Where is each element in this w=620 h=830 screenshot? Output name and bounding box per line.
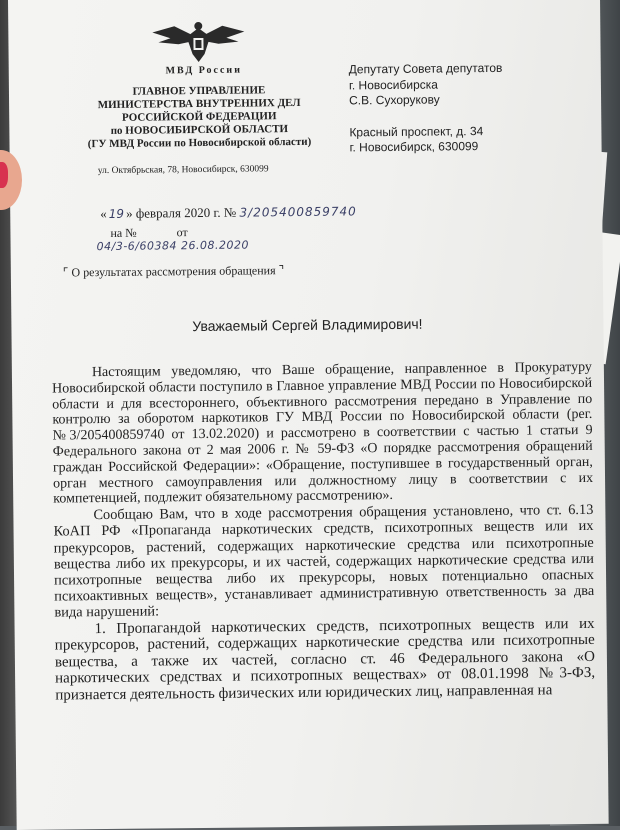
eagle-emblem-icon — [148, 19, 248, 64]
paragraph: Настоящим уведомляю, что Ваше обращение, направленное в Прокуратуру Новосибирской области поступило в Главное управление МВД России по Новосибирской области и для всестороннего, объективного рассмотрения передано в Управление по контролю за оборотом наркотиков ГУ МВД России по Новосибирской области (рег. №3/205400859740 от 13.02.2020) и рассмотрено в соответствии с частью 1 статьи 9 Федерального закона от 2 мая 2006 г. № 59-ФЗ «О порядке рассмотрения обращений граждан Российской Федерации»: «Обращение, поступившее в государственный орган, орган местного самоуправления или должностному лицу в соответствии с их компетенцией, подлежит обязательному рассмотрению». — [51, 359, 594, 507]
date-number-line — [100, 203, 357, 222]
recipient-block — [349, 61, 504, 156]
handwritten-reference: 04/3-6/60384 26.08.2020 — [96, 238, 250, 254]
subject-line: ⌜ О результатах рассмотрения обращения ⌝ — [62, 263, 285, 280]
recipient-line: г. Новосибирск, 630099 — [349, 139, 479, 155]
ref-ot-label: от — [176, 225, 188, 240]
header-line: МИНИСТЕРСТВА ВНУТРЕННИХ ДЕЛ — [97, 96, 301, 112]
recipient-line: Красный проспект, д. 34 — [349, 123, 484, 139]
reference-line — [96, 225, 250, 254]
greeting: Уважаемый Сергей Владимирович! — [192, 315, 423, 335]
handwritten-reg-number: 3/205400859740 — [239, 204, 357, 220]
letter-page — [8, 0, 609, 830]
ministry-short: МВД России — [165, 64, 242, 77]
quote-mark: « — [100, 205, 107, 222]
ref-na-label: на № — [110, 225, 137, 240]
header-line: (ГУ МВД России по Новосибирской области) — [87, 135, 312, 151]
recipient-line: С.В. Сухорукову — [348, 92, 440, 108]
header-line: ГЛАВНОЕ УПРАВЛЕНИЕ — [132, 84, 266, 98]
handwritten-day: 19 — [108, 206, 125, 221]
paragraph: Сообщаю Вам, что в ходе рассмотрения обращения установлено, что ст. 6.13 КоАП РФ «Пропаганда наркотических средств, психотропных веществ или их прекурсоров, растений, содержащих наркотические средства или психотропные вещества либо их прекурсоры, и их частей, содержащих наркотические средства или психотропные вещества либо их прекурсоры, новых потенциально опасных психоактивных веществ», устанавливает административную ответственность за два вида нарушений: — [53, 502, 595, 621]
letter-body — [52, 360, 596, 704]
header-line: по НОВОСИБИРСКОЙ ОБЛАСТИ — [110, 123, 289, 137]
date-text: » февраля 2020 г. № — [125, 204, 237, 221]
recipient-line: Депутату Совета депутатов — [348, 60, 503, 77]
sender-header — [49, 62, 350, 151]
header-line: РОССИЙСКОЙ ФЕДЕРАЦИИ — [121, 110, 277, 124]
paragraph: 1. Пропагандой наркотических средств, психотропных веществ или их прекурсоров, растений, содержащих наркотические средства или психотропные вещества, а также их частей, согласно ст. 46 Федерального закона «О наркотических средствах и психотропных веществах» от 08.01.1998 №3-ФЗ, признается деятельность физических или юридических лиц, направленная на — [54, 615, 596, 704]
sender-address: ул. Октябрьская, 78, Новосибирск, 630099 — [97, 164, 269, 177]
recipient-line: г. Новосибирска — [348, 77, 438, 92]
